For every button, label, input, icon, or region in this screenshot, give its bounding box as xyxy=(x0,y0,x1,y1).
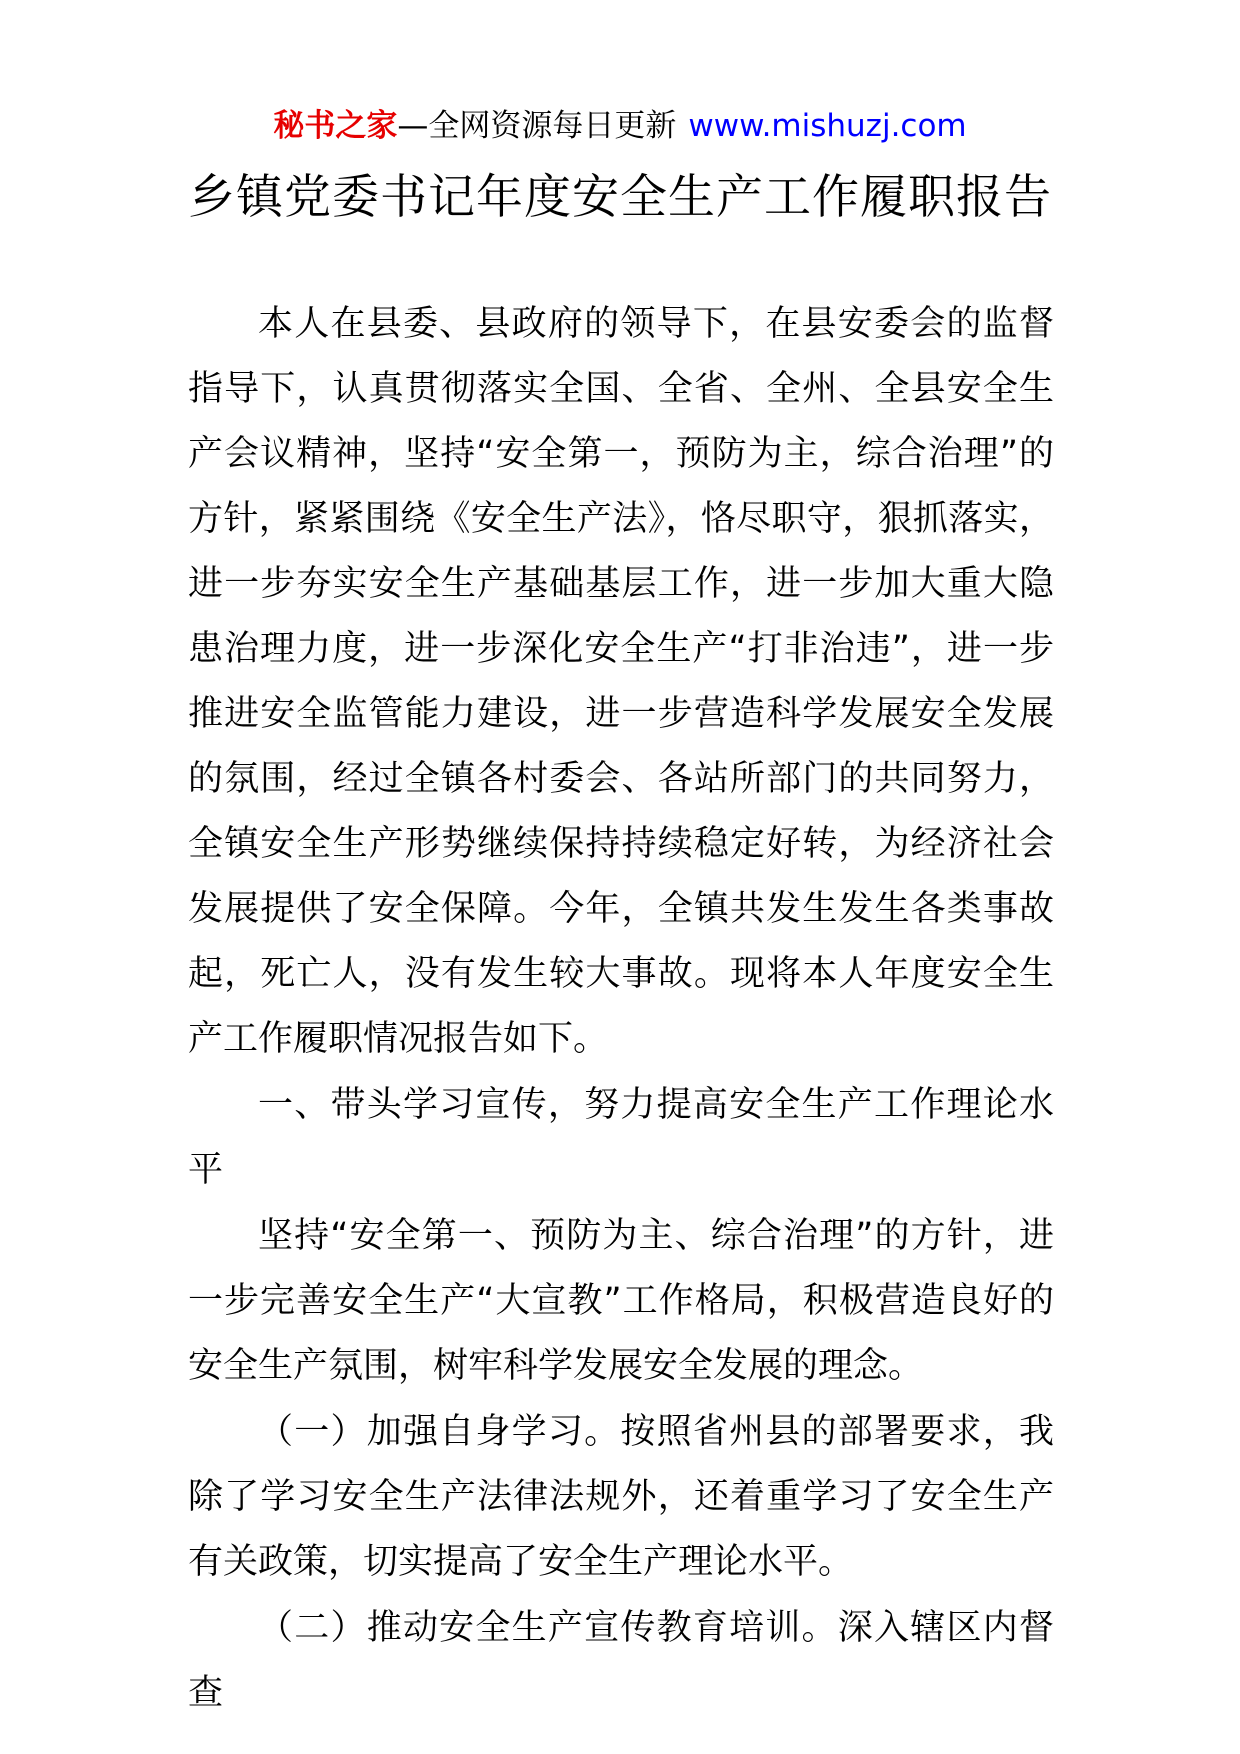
section-1-paragraph: 坚持“安全第一、预防为主、综合治理”的方针，进一步完善安全生产“大宣教”工作格局，积极营造良好的安全生产氛围，树牢科学发展安全发展的理念。 xyxy=(188,1216,1054,1386)
subsection-1-paragraph: （一）加强自身学习。按照省州县的部署要求，我除了学习安全生产法律法规外，还着重学习了安全生产有关政策，切实提高了安全生产理论水平。 xyxy=(188,1412,1054,1582)
subsection-2-paragraph: （二）推动安全生产宣传教育培训。深入辖区内督查 xyxy=(188,1608,1054,1713)
document-body xyxy=(188,292,1054,1727)
site-url-link[interactable]: www.mishuzj.com xyxy=(688,108,967,144)
intro-paragraph: 本人在县委、县政府的领导下，在县安委会的监督指导下，认真贯彻落实全国、全省、全州、全县安全生产会议精神，坚持“安全第一，预防为主，综合治理”的方针，紧紧围绕《安全生产法》，恪尽职守，狠抓落实，进一步夯实安全生产基础基层工作，进一步加大重大隐患治理力度，进一步深化安全生产“打非治违”，进一步推进安全监管能力建设，进一步营造科学发展安全发展的氛围，经过全镇各村委会、各站所部门的共同努力，全镇安全生产形势继续保持持续稳定好转，为经济社会发展提供了安全保障。今年，全镇共发生发生各类事故起，死亡人，没有发生较大事故。现将本人年度安全生产工作履职情况报告如下。 xyxy=(188,304,1054,1059)
section-heading-1: 一、带头学习宣传，努力提高安全生产工作理论水平 xyxy=(188,1085,1054,1190)
site-brand: 秘书之家 xyxy=(273,108,398,144)
site-banner xyxy=(0,104,1240,148)
document-title: 乡镇党委书记年度安全生产工作履职报告 xyxy=(188,170,1052,225)
site-slogan: —全网资源每日更新 xyxy=(397,108,677,144)
